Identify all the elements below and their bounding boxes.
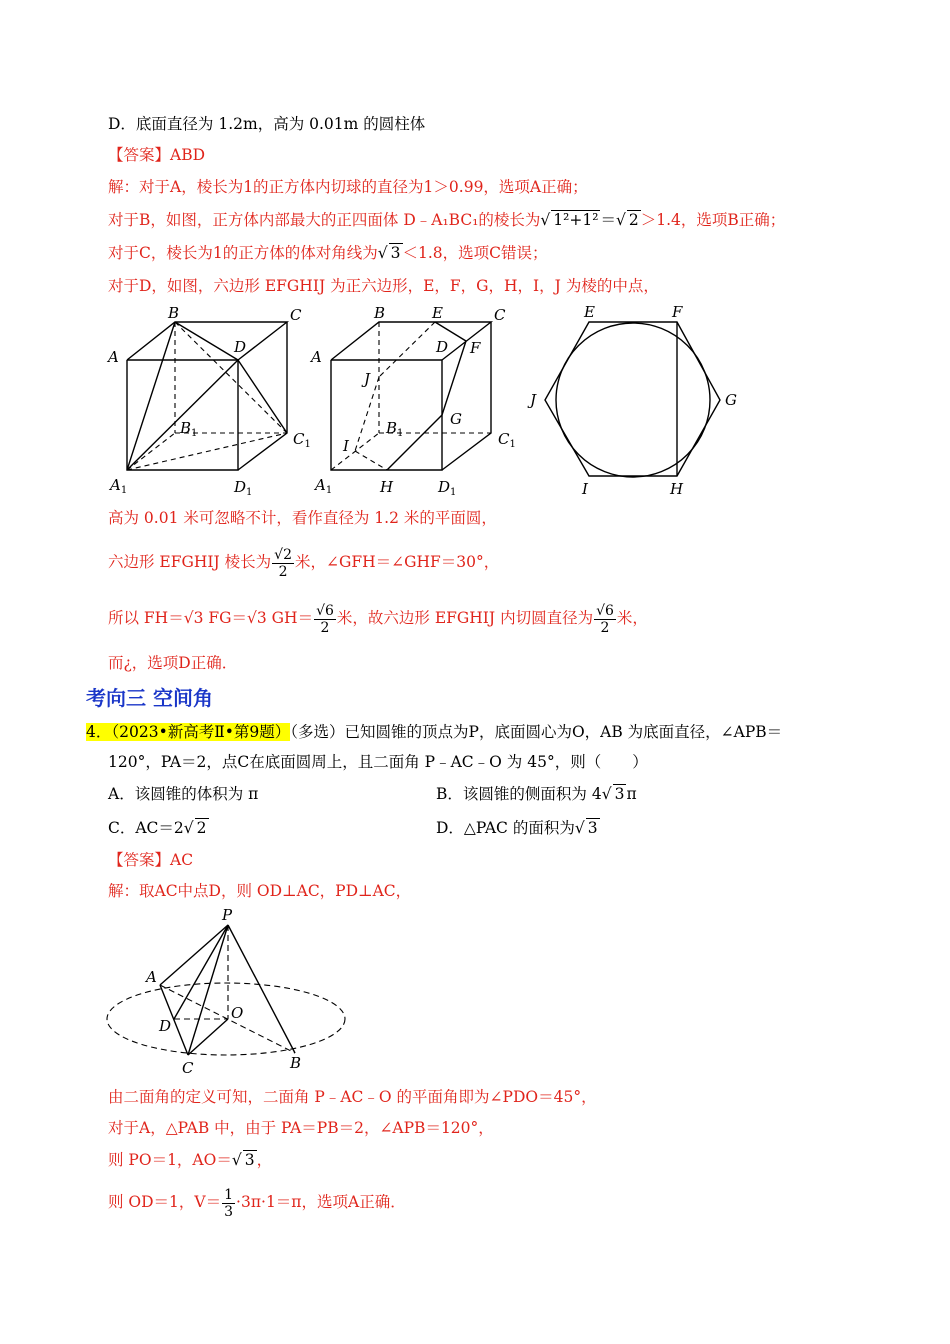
label-D: D [159,1017,172,1035]
option-c: C．AC＝2√ 2 [108,819,207,837]
solution-line: 高为 0.01 米可忽略不计，看作直径为 1.2 米的平面圆， [108,509,497,527]
label-E: E [432,304,443,322]
text: 米， [616,609,648,627]
label-J: J [530,391,537,409]
label-B: B [290,1054,302,1072]
label-C: C [182,1059,194,1077]
answer-label: 【答案】AC [108,851,194,869]
text: 米，∠GFH＝∠GHF＝30°， [295,553,500,571]
question-text: （多选）已知圆锥的顶点为P，底面圆心为O，AB 为底面直径，∠APB＝ [290,723,783,741]
fraction-denominator: 2 [600,619,610,636]
label-E: E [584,303,595,321]
sqrt-expr: 2 [628,211,639,229]
option-a: A．该圆锥的体积为 π [108,785,259,803]
text: B．该圆锥的侧面积为 4 [436,785,602,803]
solution-line: 解：取AC中点D，则 OD⊥AC，PD⊥AC， [108,882,412,900]
sqrt-expr: 3 [614,785,625,803]
solution-line: 对于A，△PAB 中，由于 PA＝PB＝2，∠APB＝120°， [108,1119,494,1137]
option-d: D．△PAC 的面积为√ 3 [436,819,598,837]
label-G: G [725,391,737,409]
label-B1 [385,419,403,439]
label-D: D [436,338,449,356]
text: ， [256,1151,273,1169]
label-D1-sub: 1 [246,487,253,498]
text: ＞1.4，选项B正确； [640,211,786,229]
label-A1-sub: 1 [325,485,333,496]
label-B1-letter: B [386,419,398,437]
text: 对于B，如图，正方体内部最大的正四面体 D﹣A₁BC₁的棱长为 [108,211,541,229]
label-D1-sub: 1 [450,487,457,498]
solution-line: 由二面角的定义可知，二面角 P﹣AC﹣O 的平面角即为∠PDO＝45°， [108,1088,597,1106]
option-b: B．该圆锥的侧面积为 4√ 3 π [436,785,637,803]
label-G: G [450,410,462,428]
solution-line [108,596,648,640]
text: 则 PO＝1，AO＝ [108,1151,232,1169]
label-F: F [672,303,683,321]
label-A: A [311,348,322,366]
label-J: J [364,370,371,388]
text: C．AC＝2 [108,819,184,837]
text: 六边形 EFGHIJ 棱长为 [108,553,272,571]
label-C1-letter: C [498,430,510,448]
solution-line: 对于B，如图，正方体内部最大的正四面体 D﹣A₁BC₁的棱长为√ 1²+1² ＝√ 2 ＞1.4，选项B正确； [108,211,786,229]
fraction-numerator: 1 [224,1186,234,1203]
label-B: B [374,304,386,322]
question-number: 4． [86,723,112,741]
sqrt-expr: 3 [587,819,598,837]
label-C: C [290,306,302,324]
solution-line: 而¿，选项D正确． [108,654,238,672]
label-D1-letter: D [234,478,247,496]
fraction-numerator: √6 [596,602,614,619]
cube-tetrahedron-figure [100,300,333,500]
fraction [272,547,294,580]
label-D1 [437,478,456,498]
sqrt-expr: 3 [390,244,401,262]
label-A: A [146,968,157,986]
label-P: P [222,906,233,924]
label-A1 [313,476,332,496]
label-D1 [233,478,252,498]
question-line [86,721,782,743]
sqrt-expr: 2 [196,819,207,837]
fraction-numerator: √2 [274,546,292,563]
text: ·3π·1＝π，选项A正确． [236,1193,406,1211]
fraction-numerator: √6 [316,602,334,619]
text: 对于C，棱长为1的正方体的体对角线为 [108,244,378,262]
fraction-denominator: 3 [224,1203,234,1220]
solution-line [108,1180,406,1224]
label-C1-sub: 1 [509,439,516,450]
fraction [314,603,336,636]
text: ＜1.8，选项C错误； [402,244,548,262]
text: 则 OD＝1，V＝ [108,1193,222,1211]
label-B1-sub: 1 [397,428,404,439]
label-O: O [231,1004,244,1022]
sqrt-expr: 3 [244,1151,255,1169]
option-d-prev: D．底面直径为 1.2m，高为 0.01m 的圆柱体 [108,115,426,133]
question-source: （2023•新高考Ⅱ•第9题） [111,723,291,741]
label-B1-letter: B [180,419,192,437]
label-A1-letter: A [315,476,326,494]
label-B1 [179,419,197,439]
text: π [626,785,637,803]
fraction-denominator: 2 [278,563,288,580]
section-heading: 考向三 空间角 [86,686,213,710]
label-A1 [108,476,127,496]
question-line: 120°，PA＝2，点C在底面圆周上，且二面角 P﹣AC﹣O 为 45°，则（ ） [108,753,648,771]
label-F: F [470,339,481,357]
label-D: D [234,338,247,356]
label-C: C [494,306,506,324]
label-H: H [670,480,684,498]
label-H: H [380,478,394,496]
text: D．△PAC 的面积为 [436,819,575,837]
answer-label: 【答案】ABD [108,146,206,164]
cube-hexagon-figure [306,300,536,500]
label-I: I [582,480,588,498]
label-C1 [498,430,516,450]
label-A1-letter: A [110,476,121,494]
label-I: I [343,437,349,455]
label-B: B [168,304,180,322]
solution-line: 解：对于A，棱长为1的正方体内切球的直径为1＞0.99，选项A正确； [108,178,588,196]
label-A: A [108,348,119,366]
cone-figure [100,903,360,1083]
text: ＝ [600,211,616,229]
solution-line [108,540,499,584]
solution-line: 对于C，棱长为1的正方体的体对角线为√ 3 ＜1.8，选项C错误； [108,244,548,262]
label-D1-letter: D [438,478,451,496]
sqrt-expr: 1²+1² [553,211,599,229]
text: 所以 FH＝√3 FG＝√3 GH＝ [108,609,314,627]
hexagon-circle-figure [520,300,750,500]
label-A1-sub: 1 [120,485,128,496]
text: 米，故六边形 EFGHIJ 内切圆直径为 [336,609,594,627]
label-C1-letter: C [293,430,305,448]
fraction-denominator: 2 [320,619,330,636]
solution-line: 对于D，如图，六边形 EFGHIJ 为正六边形，E，F，G，H，I，J 为棱的中点， [108,277,659,295]
fraction [594,603,616,636]
fraction [222,1187,235,1220]
solution-line: 则 PO＝1，AO＝√ 3 ， [108,1151,273,1169]
label-C1-sub: 1 [304,439,311,450]
label-B1-sub: 1 [191,428,198,439]
